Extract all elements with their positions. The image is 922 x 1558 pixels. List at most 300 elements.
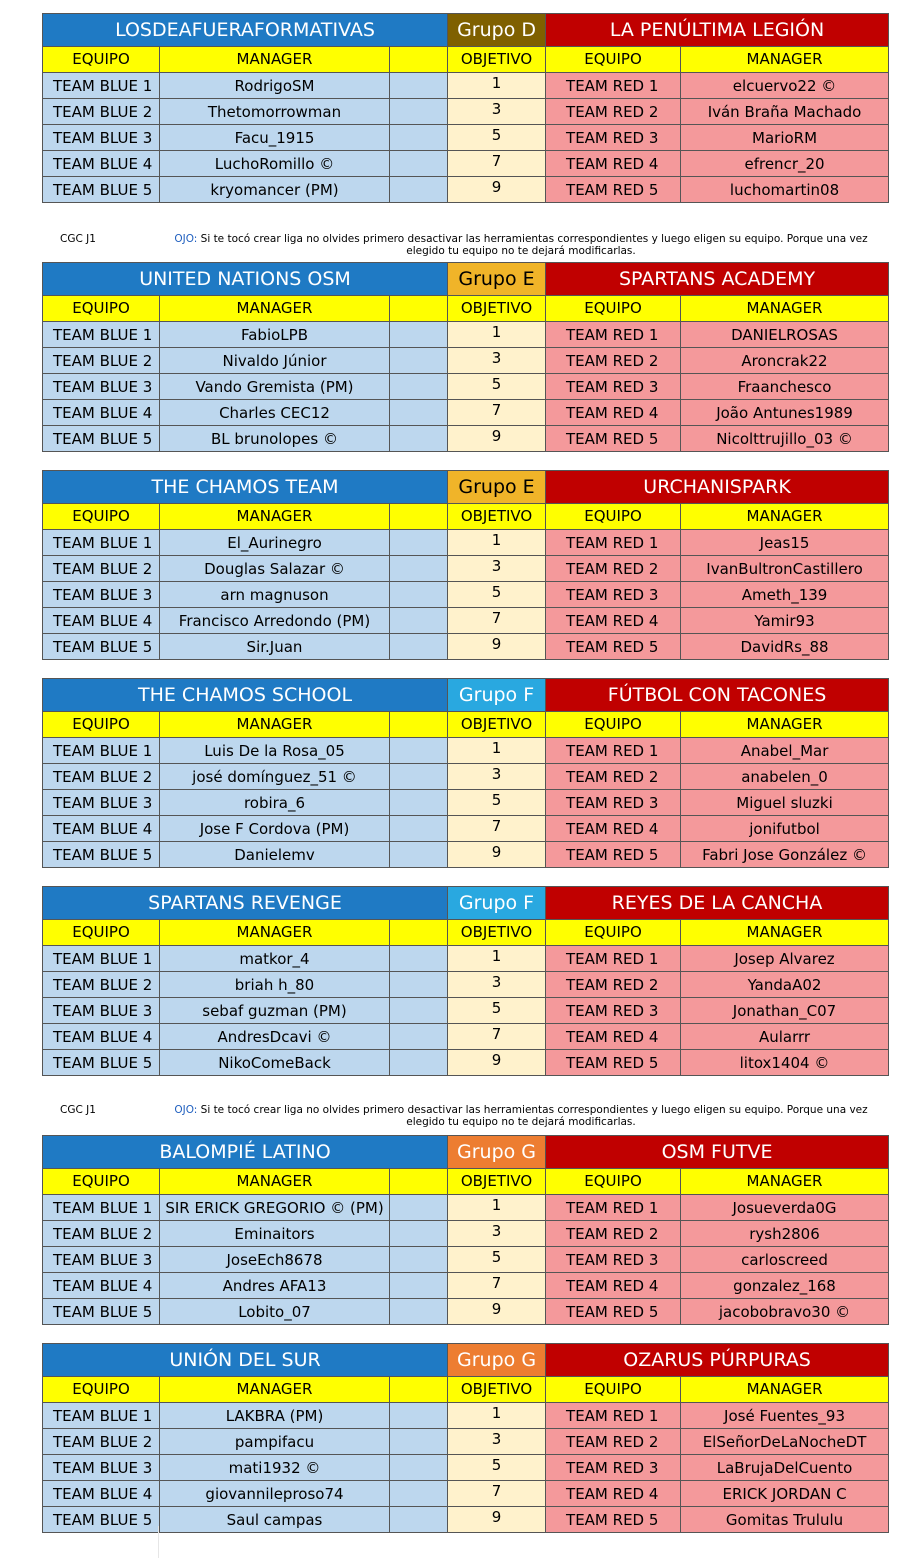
header-manager: MANAGER (681, 47, 889, 73)
blank-cell (390, 738, 448, 764)
red-manager-cell: DANIELROSAS (681, 322, 889, 348)
table-row (43, 1221, 889, 1247)
red-team-cell: TEAM RED 5 (546, 426, 681, 452)
red-manager-cell: Gomitas Trululu (681, 1507, 889, 1533)
red-manager-cell: efrencr_20 (681, 151, 889, 177)
red-manager-cell: jacobobravo30 © (681, 1299, 889, 1325)
blue-manager-cell: Jose F Cordova (PM) (160, 816, 390, 842)
blue-manager-cell: briah h_80 (160, 972, 390, 998)
objective-cell: 5 (448, 374, 546, 400)
table-row (43, 1481, 889, 1507)
objective-cell: 3 (448, 972, 546, 998)
objective-cell: 9 (448, 634, 546, 660)
blue-manager-cell: matkor_4 (160, 946, 390, 972)
group-label: Grupo F (448, 887, 546, 920)
blue-manager-cell: Charles CEC12 (160, 400, 390, 426)
red-team-cell: TEAM RED 3 (546, 1455, 681, 1481)
table-row (43, 1247, 889, 1273)
objective-cell: 7 (448, 400, 546, 426)
header-equipo: EQUIPO (43, 296, 160, 322)
red-manager-cell: anabelen_0 (681, 764, 889, 790)
header-objetivo: OBJETIVO (448, 296, 546, 322)
group-label: Grupo F (448, 679, 546, 712)
red-team-cell: TEAM RED 2 (546, 99, 681, 125)
red-manager-cell: Jonathan_C07 (681, 998, 889, 1024)
header-blank (390, 920, 448, 946)
objective-cell: 1 (448, 1195, 546, 1221)
match-table (42, 1343, 889, 1533)
blue-team-cell: TEAM BLUE 3 (43, 374, 160, 400)
red-manager-cell: MarioRM (681, 125, 889, 151)
header-manager: MANAGER (160, 712, 390, 738)
blank-cell (390, 322, 448, 348)
table-row (43, 73, 889, 99)
blue-team-cell: TEAM BLUE 3 (43, 125, 160, 151)
table-row (43, 151, 889, 177)
blue-team-cell: TEAM BLUE 4 (43, 1273, 160, 1299)
blank-cell (390, 946, 448, 972)
blue-team-cell: TEAM BLUE 2 (43, 348, 160, 374)
blue-manager-cell: pampifacu (160, 1429, 390, 1455)
table-row (43, 374, 889, 400)
header-manager: MANAGER (160, 1169, 390, 1195)
blank-cell (390, 582, 448, 608)
red-team-cell: TEAM RED 1 (546, 738, 681, 764)
red-manager-cell: José Fuentes_93 (681, 1403, 889, 1429)
blue-manager-cell: LAKBRA (PM) (160, 1403, 390, 1429)
red-team-cell: TEAM RED 2 (546, 764, 681, 790)
notice-ojo: OJO: (174, 233, 198, 245)
red-team-cell: TEAM RED 4 (546, 400, 681, 426)
blank-cell (390, 1221, 448, 1247)
blank-cell (390, 426, 448, 452)
blank-cell (390, 177, 448, 203)
objective-cell: 5 (448, 125, 546, 151)
objective-cell: 7 (448, 1481, 546, 1507)
red-team-cell: TEAM RED 4 (546, 816, 681, 842)
blue-manager-cell: El_Aurinegro (160, 530, 390, 556)
blue-manager-cell: Nivaldo Júnior (160, 348, 390, 374)
blue-team-cell: TEAM BLUE 5 (43, 634, 160, 660)
blank-cell (390, 1481, 448, 1507)
match-table (42, 1135, 889, 1325)
objective-cell: 3 (448, 764, 546, 790)
red-team-name: FÚTBOL CON TACONES (546, 679, 889, 712)
header-manager: MANAGER (160, 920, 390, 946)
header-manager: MANAGER (681, 1169, 889, 1195)
header-equipo: EQUIPO (546, 47, 681, 73)
group-label: Grupo G (448, 1344, 546, 1377)
header-blank (390, 47, 448, 73)
header-objetivo: OBJETIVO (448, 504, 546, 530)
blue-team-cell: TEAM BLUE 4 (43, 1024, 160, 1050)
blue-manager-cell: josé domínguez_51 © (160, 764, 390, 790)
blank-cell (390, 556, 448, 582)
blue-team-cell: TEAM BLUE 4 (43, 816, 160, 842)
blank-cell (390, 530, 448, 556)
group-label: Grupo E (448, 263, 546, 296)
blank-cell (390, 73, 448, 99)
blue-manager-cell: mati1932 © (160, 1455, 390, 1481)
objective-cell: 5 (448, 1247, 546, 1273)
objective-cell: 1 (448, 530, 546, 556)
header-equipo: EQUIPO (43, 1169, 160, 1195)
objective-cell: 5 (448, 582, 546, 608)
blank-cell (390, 1299, 448, 1325)
red-team-cell: TEAM RED 3 (546, 1247, 681, 1273)
header-objetivo: OBJETIVO (448, 920, 546, 946)
objective-cell: 3 (448, 1221, 546, 1247)
header-equipo: EQUIPO (546, 1169, 681, 1195)
red-manager-cell: João Antunes1989 (681, 400, 889, 426)
table-row (43, 125, 889, 151)
blank-cell (390, 1429, 448, 1455)
table-row (43, 1050, 889, 1076)
notice-ojo: OJO: (174, 1104, 198, 1116)
header-equipo: EQUIPO (546, 504, 681, 530)
match-table (42, 886, 889, 1076)
red-manager-cell: Yamir93 (681, 608, 889, 634)
blue-team-cell: TEAM BLUE 4 (43, 1481, 160, 1507)
blue-manager-cell: arn magnuson (160, 582, 390, 608)
blue-team-name: BALOMPIÉ LATINO (43, 1136, 448, 1169)
objective-cell: 9 (448, 177, 546, 203)
objective-cell: 7 (448, 608, 546, 634)
table-row (43, 400, 889, 426)
red-manager-cell: elcuervo22 © (681, 73, 889, 99)
blue-manager-cell: giovannileproso74 (160, 1481, 390, 1507)
blue-team-cell: TEAM BLUE 2 (43, 1221, 160, 1247)
objective-cell: 5 (448, 998, 546, 1024)
red-team-cell: TEAM RED 1 (546, 1195, 681, 1221)
red-manager-cell: Jeas15 (681, 530, 889, 556)
table-row (43, 530, 889, 556)
blue-team-cell: TEAM BLUE 5 (43, 177, 160, 203)
red-team-cell: TEAM RED 1 (546, 322, 681, 348)
blue-manager-cell: Facu_1915 (160, 125, 390, 151)
blue-manager-cell: Douglas Salazar © (160, 556, 390, 582)
objective-cell: 1 (448, 322, 546, 348)
red-team-cell: TEAM RED 4 (546, 1481, 681, 1507)
red-team-name: OZARUS PÚRPURAS (546, 1344, 889, 1377)
blue-manager-cell: Thetomorrowman (160, 99, 390, 125)
header-equipo: EQUIPO (43, 712, 160, 738)
table-row (43, 1507, 889, 1533)
red-manager-cell: carloscreed (681, 1247, 889, 1273)
header-objetivo: OBJETIVO (448, 1169, 546, 1195)
objective-cell: 3 (448, 556, 546, 582)
objective-cell: 7 (448, 1273, 546, 1299)
group-label: Grupo E (448, 471, 546, 504)
blue-manager-cell: SIR ERICK GREGORIO © (PM) (160, 1195, 390, 1221)
blue-team-cell: TEAM BLUE 1 (43, 1195, 160, 1221)
blue-manager-cell: JoseEch8678 (160, 1247, 390, 1273)
table-row (43, 842, 889, 868)
red-manager-cell: Fraanchesco (681, 374, 889, 400)
table-row (43, 556, 889, 582)
objective-cell: 9 (448, 426, 546, 452)
objective-cell: 7 (448, 816, 546, 842)
table-row (43, 1403, 889, 1429)
blue-team-cell: TEAM BLUE 4 (43, 151, 160, 177)
blue-team-cell: TEAM BLUE 3 (43, 1455, 160, 1481)
header-manager: MANAGER (160, 1377, 390, 1403)
objective-cell: 5 (448, 790, 546, 816)
objective-cell: 1 (448, 1403, 546, 1429)
blue-team-name: THE CHAMOS TEAM (43, 471, 448, 504)
match-table (42, 470, 889, 660)
objective-cell: 1 (448, 738, 546, 764)
blue-team-cell: TEAM BLUE 5 (43, 426, 160, 452)
header-equipo: EQUIPO (546, 920, 681, 946)
objective-cell: 3 (448, 99, 546, 125)
table-row (43, 946, 889, 972)
blue-team-cell: TEAM BLUE 3 (43, 1247, 160, 1273)
header-objetivo: OBJETIVO (448, 712, 546, 738)
blue-manager-cell: kryomancer (PM) (160, 177, 390, 203)
header-manager: MANAGER (160, 504, 390, 530)
red-team-cell: TEAM RED 5 (546, 1507, 681, 1533)
red-manager-cell: Iván Braña Machado (681, 99, 889, 125)
red-team-name: LA PENÚLTIMA LEGIÓN (546, 14, 889, 47)
objective-cell: 1 (448, 946, 546, 972)
table-row (43, 1273, 889, 1299)
red-team-cell: TEAM RED 2 (546, 1221, 681, 1247)
header-manager: MANAGER (681, 1377, 889, 1403)
red-manager-cell: YandaA02 (681, 972, 889, 998)
blank-cell (390, 348, 448, 374)
header-manager: MANAGER (160, 47, 390, 73)
blank-cell (390, 1247, 448, 1273)
header-blank (390, 504, 448, 530)
table-row (43, 99, 889, 125)
blank-cell (390, 125, 448, 151)
red-team-cell: TEAM RED 5 (546, 1050, 681, 1076)
blue-manager-cell: FabioLPB (160, 322, 390, 348)
objective-cell: 9 (448, 842, 546, 868)
blue-manager-cell: LuchoRomillo © (160, 151, 390, 177)
blue-team-cell: TEAM BLUE 2 (43, 972, 160, 998)
table-row (43, 738, 889, 764)
header-objetivo: OBJETIVO (448, 47, 546, 73)
red-team-cell: TEAM RED 2 (546, 348, 681, 374)
match-table (42, 262, 889, 452)
header-blank (390, 1169, 448, 1195)
red-manager-cell: IvanBultronCastillero (681, 556, 889, 582)
objective-cell: 3 (448, 1429, 546, 1455)
blue-team-name: UNIÓN DEL SUR (43, 1344, 448, 1377)
header-manager: MANAGER (681, 920, 889, 946)
red-manager-cell: ERICK JORDAN C (681, 1481, 889, 1507)
match-table (42, 678, 889, 868)
table-row (43, 1299, 889, 1325)
blue-manager-cell: Sir.Juan (160, 634, 390, 660)
group-label: Grupo G (448, 1136, 546, 1169)
header-equipo: EQUIPO (546, 296, 681, 322)
red-team-cell: TEAM RED 5 (546, 634, 681, 660)
blue-manager-cell: NikoComeBack (160, 1050, 390, 1076)
objective-cell: 7 (448, 1024, 546, 1050)
header-equipo: EQUIPO (546, 1377, 681, 1403)
blank-cell (390, 1195, 448, 1221)
red-team-cell: TEAM RED 3 (546, 998, 681, 1024)
header-equipo: EQUIPO (43, 47, 160, 73)
notice-text (160, 233, 882, 257)
table-row (43, 177, 889, 203)
blue-team-cell: TEAM BLUE 5 (43, 1507, 160, 1533)
blank-cell (390, 816, 448, 842)
notice-code: CGC J1 (60, 1104, 96, 1116)
table-row (43, 322, 889, 348)
red-manager-cell: Ameth_139 (681, 582, 889, 608)
blank-cell (390, 1507, 448, 1533)
red-team-name: SPARTANS ACADEMY (546, 263, 889, 296)
red-team-name: URCHANISPARK (546, 471, 889, 504)
blue-team-cell: TEAM BLUE 2 (43, 556, 160, 582)
objective-cell: 9 (448, 1299, 546, 1325)
table-row (43, 1455, 889, 1481)
red-manager-cell: ElSeñorDeLaNocheDT (681, 1429, 889, 1455)
header-manager: MANAGER (681, 712, 889, 738)
blue-manager-cell: robira_6 (160, 790, 390, 816)
red-team-cell: TEAM RED 1 (546, 530, 681, 556)
blank-cell (390, 1403, 448, 1429)
header-blank (390, 296, 448, 322)
blank-cell (390, 998, 448, 1024)
table-row (43, 348, 889, 374)
header-equipo: EQUIPO (546, 712, 681, 738)
blank-cell (390, 151, 448, 177)
blue-team-cell: TEAM BLUE 1 (43, 530, 160, 556)
red-team-cell: TEAM RED 2 (546, 556, 681, 582)
blue-manager-cell: Saul campas (160, 1507, 390, 1533)
blue-team-cell: TEAM BLUE 3 (43, 790, 160, 816)
red-team-cell: TEAM RED 5 (546, 177, 681, 203)
blue-manager-cell: Vando Gremista (PM) (160, 374, 390, 400)
header-objetivo: OBJETIVO (448, 1377, 546, 1403)
red-team-name: REYES DE LA CANCHA (546, 887, 889, 920)
red-manager-cell: Anabel_Mar (681, 738, 889, 764)
table-row (43, 634, 889, 660)
blank-cell (390, 1273, 448, 1299)
blue-team-cell: TEAM BLUE 4 (43, 608, 160, 634)
red-team-cell: TEAM RED 5 (546, 842, 681, 868)
blank-cell (390, 972, 448, 998)
objective-cell: 9 (448, 1050, 546, 1076)
header-manager: MANAGER (681, 504, 889, 530)
blue-manager-cell: Luis De la Rosa_05 (160, 738, 390, 764)
header-manager: MANAGER (160, 296, 390, 322)
blue-team-cell: TEAM BLUE 2 (43, 1429, 160, 1455)
blue-manager-cell: Francisco Arredondo (PM) (160, 608, 390, 634)
red-team-cell: TEAM RED 3 (546, 582, 681, 608)
table-row (43, 1195, 889, 1221)
red-manager-cell: Aroncrak22 (681, 348, 889, 374)
blue-team-cell: TEAM BLUE 5 (43, 842, 160, 868)
table-row (43, 1429, 889, 1455)
blue-team-cell: TEAM BLUE 5 (43, 1299, 160, 1325)
red-manager-cell: rysh2806 (681, 1221, 889, 1247)
red-team-cell: TEAM RED 4 (546, 608, 681, 634)
header-manager: MANAGER (681, 296, 889, 322)
blank-cell (390, 374, 448, 400)
table-row (43, 816, 889, 842)
blue-team-cell: TEAM BLUE 1 (43, 738, 160, 764)
table-row (43, 582, 889, 608)
blue-manager-cell: BL brunolopes © (160, 426, 390, 452)
blank-cell (390, 634, 448, 660)
header-blank (390, 1377, 448, 1403)
blank-cell (390, 99, 448, 125)
red-team-cell: TEAM RED 4 (546, 1024, 681, 1050)
table-row (43, 998, 889, 1024)
blue-team-name: THE CHAMOS SCHOOL (43, 679, 448, 712)
blue-manager-cell: RodrigoSM (160, 73, 390, 99)
table-row (43, 790, 889, 816)
objective-cell: 9 (448, 1507, 546, 1533)
blank-cell (390, 400, 448, 426)
notice-body: Si te tocó crear liga no olvides primero desactivar las herramientas correspondientes y luego eligen su equipo. Porque una vez elegido tu equipo no te dejará modificarlas. (197, 1104, 868, 1128)
blue-team-cell: TEAM BLUE 1 (43, 73, 160, 99)
match-table (42, 13, 889, 203)
header-blank (390, 712, 448, 738)
red-manager-cell: LaBrujaDelCuento (681, 1455, 889, 1481)
blank-cell (390, 790, 448, 816)
notice-body: Si te tocó crear liga no olvides primero desactivar las herramientas correspondientes y luego eligen su equipo. Porque una vez elegido tu equipo no te dejará modificarlas. (197, 233, 868, 257)
blank-cell (390, 1050, 448, 1076)
blue-manager-cell: sebaf guzman (PM) (160, 998, 390, 1024)
objective-cell: 7 (448, 151, 546, 177)
header-equipo: EQUIPO (43, 1377, 160, 1403)
table-row (43, 426, 889, 452)
red-team-cell: TEAM RED 3 (546, 374, 681, 400)
red-manager-cell: DavidRs_88 (681, 634, 889, 660)
blue-team-cell: TEAM BLUE 2 (43, 764, 160, 790)
red-manager-cell: Nicolttrujillo_03 © (681, 426, 889, 452)
table-row (43, 764, 889, 790)
red-manager-cell: Fabri Jose González © (681, 842, 889, 868)
notice-text (160, 1104, 882, 1128)
blue-team-name: UNITED NATIONS OSM (43, 263, 448, 296)
red-manager-cell: Josueverda0G (681, 1195, 889, 1221)
red-manager-cell: litox1404 © (681, 1050, 889, 1076)
table-row (43, 972, 889, 998)
table-row (43, 608, 889, 634)
red-manager-cell: gonzalez_168 (681, 1273, 889, 1299)
red-team-name: OSM FUTVE (546, 1136, 889, 1169)
blue-team-cell: TEAM BLUE 2 (43, 99, 160, 125)
red-team-cell: TEAM RED 4 (546, 1273, 681, 1299)
red-manager-cell: Miguel sluzki (681, 790, 889, 816)
blue-manager-cell: AndresDcavi © (160, 1024, 390, 1050)
blue-manager-cell: Danielemv (160, 842, 390, 868)
red-team-cell: TEAM RED 5 (546, 1299, 681, 1325)
blue-team-cell: TEAM BLUE 4 (43, 400, 160, 426)
objective-cell: 5 (448, 1455, 546, 1481)
red-team-cell: TEAM RED 1 (546, 1403, 681, 1429)
blue-manager-cell: Lobito_07 (160, 1299, 390, 1325)
red-team-cell: TEAM RED 2 (546, 1429, 681, 1455)
red-team-cell: TEAM RED 3 (546, 790, 681, 816)
red-team-cell: TEAM RED 2 (546, 972, 681, 998)
red-manager-cell: Josep Alvarez (681, 946, 889, 972)
blue-team-cell: TEAM BLUE 1 (43, 322, 160, 348)
red-team-cell: TEAM RED 4 (546, 151, 681, 177)
objective-cell: 1 (448, 73, 546, 99)
group-label: Grupo D (448, 14, 546, 47)
blue-team-name: SPARTANS REVENGE (43, 887, 448, 920)
header-equipo: EQUIPO (43, 504, 160, 530)
